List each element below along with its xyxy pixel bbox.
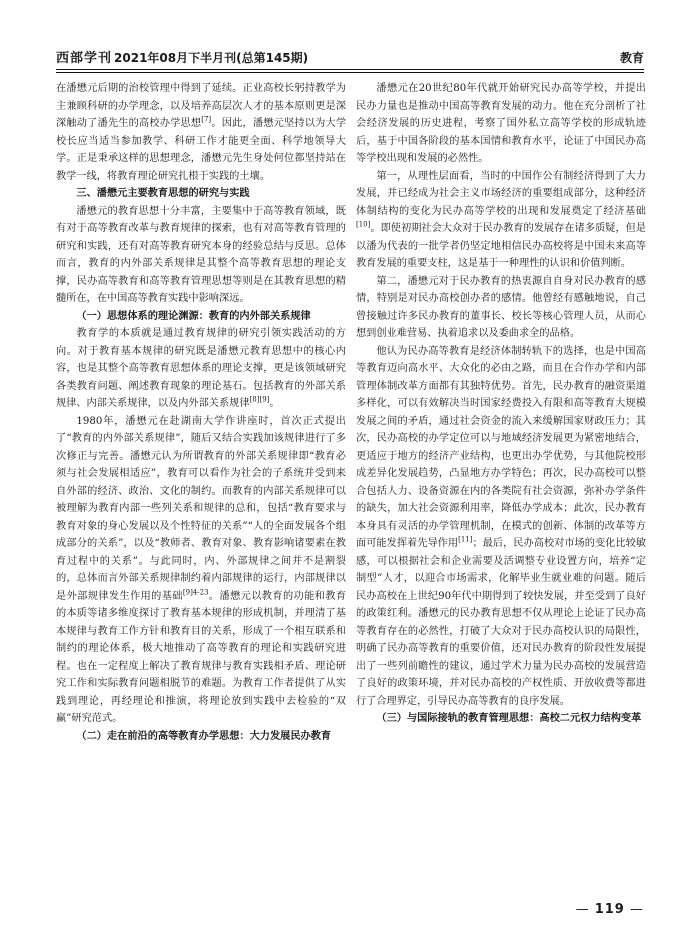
page-footer	[576, 902, 644, 917]
subsection-heading: （三）与国际接轨的教育管理思想：高校二元权力结构变革	[376, 713, 642, 724]
header-rule-bottom	[56, 72, 644, 73]
paragraph: 第二，潘懋元对于民办教育的热衷源自自身对民办教育的感情，特别是对民办高校创办者的感情。他曾经有感触地说，自己曾接触过许多民办教育的董事长、校长等核心管理人员，从而心想到创业难营易、执着追求以及委曲求全的品格。	[356, 275, 646, 339]
paragraph: 第一，从理性层面看，当时的中国作公有制经济得到了大力发展，并已经成为社会主义市场经济的重要组成部分，这种经济体制结构的变化为民办高等学校的出现和发展奠定了经济基础[10]。即使初期社会大众对于民办教育的发展存在诸多质疑，但是以潘为代表的一批学者仍坚定地相信民办高校将是中国未来高等教育发展的重要支柱，这是基于一种理性的认识和价值判断。	[356, 170, 646, 269]
journal-name: 西部学刊	[56, 51, 113, 66]
running-header	[56, 44, 644, 66]
paragraph: 在潘懋元后期的治校管理中得到了延续。正业高校长躬持教学为主兼顾科研的办学理念，以及培养高层次人才的基本原则更是深深触动了潘先生的高校办学思想[7]。因此，潘懋元坚持以为大学校长应当适当参加教学、科研工作才能更全面、科学地领导大学。正是秉承这样的思想理念，潘懋元先生身处何位都坚持站在教学一线，将教育理论研究扎根于实践的土壤。	[56, 83, 347, 182]
paragraph: 教育学的本质就是通过教育规律的研究引领实践活动的方向。对于教育基本规律的研究既是潘懋元教育思想中的核心内容，也是其整个高等教育思想体系的理论支撑，更是该领域研究各类教育问题、阐述教育现象的理论基石。包括教育的外部关系规律、内部关系规律，以及内外部关系规律[8][9]。	[56, 328, 346, 409]
issue-info: 2021年08月下半月刊(总第145期)	[114, 51, 309, 65]
footer-dash-right: —	[624, 902, 644, 917]
paragraph: 1980年，潘懋元在赴湖南大学作讲座时，首次正式提出了“教育的内外部关系规律”，随后又结合实践加该规律进行了多次修正与完善。潘懋元认为所谓教育的外部关系规律即“教育必须与社会发展相适应”，教育可以看作为社会的子系统并受到来自外部的经济、政治、文化的制约。而教育的内部关系规律可以被理解为教育内部一些列关系和规律的总和，包括“教育要求与教育对象的身心发展以及个性特征的关系”“人的全面发展各个组成部分的关系”，以及“教师者、教育对象、教育影响诸要素在教育过程中的关系”。与此同时，内、外部规律之间并不是割裂的，总体而言外部关系规律制约着内部规律的运行，内部规律以是外部规律发生作用的基础$^{[9]4-23}$。潘懋元以教育的功能和教育的本质等诸多维度探讨了教育基本规律的形成机制，并理清了基本规律与教育工作方针和教育目的关系，形成了一个相互联系和制约的理论体系，极大地推动了高等教育的理论和实践研究进程。也在一定程度上解决了教育规律与教育实践相矛盾、理论研究工作和实际教育问题相脱节的难题。为教育工作者提供了从实践到理论，再经理论和推演，将理论放到实践中去检验的“双赢”研究范式。	[56, 415, 347, 724]
paragraph: 他认为民办高等教育是经济体制转轨下的选择，也是中国高等教育迈向高水平、大众化的必由之路，而且在合作办学和内部管理体制改革方面都有其独特优势。首先，民办教育的融资渠道多样化，可以有效解决当时国家经费投入有限和高等教育大规模发展之间的矛盾，通过社会资金的流入来缓解国家财政压力；其次，民办高校的办学定位可以与地域经济发展更为紧密地结合，更适应于地方的经济产业结构，也更出办学优势，与其他院校形成差异化发展趋势，凸显地方办学特色；再次，民办高校可以整合包括人力、设备资源在内的各类院有社会资源，弥补办学条件的缺失，加大社会资源利用率，降低办学成本；此次，民办教育本身具有灵活的办学管理机制，在模式的创新、体制的改革等方面可能发挥着先导作用[11]；最后，民办高校对市场的变化比较敏感，可以根据社会和企业需要及活调整专业设置方向，培养“定制型”人才，以迎合市场需求，化解毕业生就业难的问题。随后民办高校在上世纪90年代中期得到了较快发展，并至受到了良好的政策红利。潘懋元的民办教育思想不仅从理论上论证了民办高等教育存在的必然性，打破了大众对于民办高校认识的局限性，明确了民办高等教育的重要价值，还对民办教育的阶段性发展提出了一些列前瞻性的建议，通过学术力量为民办高校的发展营造了良好的政策环境，并对民办高校的产权性质、开放收费等都进行了合理界定，引导民办高等教育的良序发展。	[356, 345, 647, 707]
page-number: 119	[594, 902, 625, 917]
citation: [8][9]	[249, 395, 270, 404]
header-left	[56, 47, 308, 66]
subsection-heading: （二）走在前沿的高等教育办学思想：大力发展民办教育	[76, 730, 332, 742]
citation: [9]4-23	[182, 588, 209, 597]
footer-dash-left: —	[575, 902, 595, 917]
paragraph: 潘懋元的教育思想十分丰富，主要集中于高等教育领域，既有对于高等教育改革与教育规律的探索，也有对高等教育管理的研究和实践，还有对高等教育研究本身的经验总结与反思。总体而言，教育的内外部关系规律是其整个高等教育思想的理论支撑，民办高等教育和高等教育管理思想等则是在其教育思想的精髓所在，在中国高等教育实践中影响深远。	[56, 205, 346, 304]
citation: [7]	[201, 115, 212, 124]
right-column	[356, 80, 646, 728]
section-heading: 三、潘懋元主要教育思想的研究与实践	[76, 188, 250, 199]
left-column	[56, 80, 346, 745]
subsection-heading: （一）思想体系的理论渊源：教育的内外部关系规律	[76, 310, 311, 322]
header-rule-top	[56, 69, 644, 70]
paragraph: 潘懋元在20世纪80年代就开始研究民办高等学校，并提出民办力量也是推动中国高等教育发展的动力。他在充分剖析了社会经济发展的历史进程，考察了国外私立高等学校的形成轨迹后，基于中国各阶段的基本国情和教育水平，论证了中国民办高等学校出现和发展的必然性。	[356, 83, 646, 164]
citation: [10]	[356, 220, 371, 229]
citation: [11]	[458, 535, 473, 544]
section-name: 教育	[619, 51, 644, 65]
